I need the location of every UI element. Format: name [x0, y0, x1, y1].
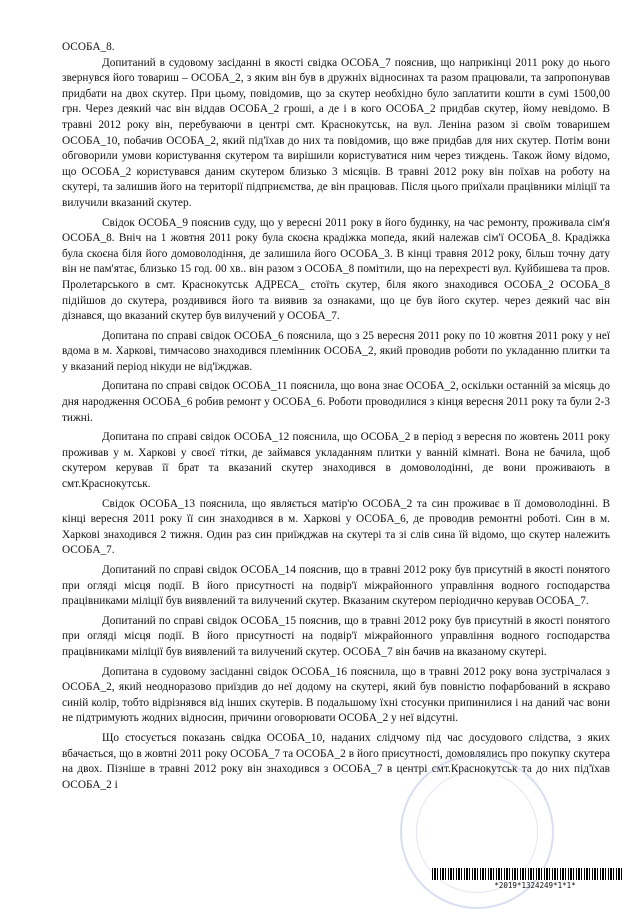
paragraph-3: Допитана по справі свідок ОСОБА_6 пояснила, що з 25 вересня 2011 року по 10 жовтня 2011 року у неї вдома в м. Харкові, тимчасово знаходився племінник ОСОБА_2, який проводив роботи по укладанню плитки та у вказаний період нікуди не від'їжджав.: [62, 329, 610, 373]
document-body: [62, 40, 610, 793]
barcode-number: *2019*1324249*1*1*: [494, 881, 576, 890]
paragraph-4: Допитана по справі свідок ОСОБА_11 пояснила, що вона знає ОСОБА_2, оскільки останній за місяць до дня народження ОСОБА_6 робив ремонт у ОСОБА_6. Роботи проводилися з кінця вересня 2011 року та були 2-3 тижні.: [62, 380, 610, 424]
paragraph-7: Допитаний по справі свідок ОСОБА_14 пояснив, що в травні 2012 року був присутній в якості понятого при огляді місця події. В його присутності на подвір'ї міжрайонного управління водного господарства працівниками міліції був виявлений та вилучений скутер. Вказаним скутером періодично керував ОСОБА_7.: [62, 564, 610, 608]
paragraph-0: ОСОБА_8.: [62, 41, 115, 53]
barcode: [432, 868, 622, 880]
paragraph-10: Що стосується показань свідка ОСОБА_10, наданих слідчому під час досудового слідства, з яких вбачається, що в жовтні 2011 року ОСОБА_7 та ОСОБА_2 в його присутності, домовлялись про покупку скутера на двох. Пізніше в травні 2012 року він знаходився з ОСОБА_7 в центрі смт.Краснокутськ та до них під'їхав ОСОБА_2 і: [62, 731, 610, 791]
paragraph-5: Допитана по справі свідок ОСОБА_12 пояснила, що ОСОБА_2 в період з вересня по жовтень 2011 року проживав у м. Харкові у своєї тітки, де займався укладанням плитки у ванній кімнаті. Вона не бачила, щоб скутером керував її брат та вказаний скутер знаходився в домоволодінні, де вони проживають в смт.Краснокутськ.: [62, 431, 610, 491]
paragraph-9: Допитана в судовому засіданні свідок ОСОБА_16 пояснила, що в травні 2012 року вона зустрічалася з ОСОБА_2, який неодноразово приїздив до неї додому на скутері, який був повністю пофарбований в яскраво синій колір, тобто відрізнявся від інших скутерів. В подальшому їхні стосунки припинилися і на даний час вони не підтримують жодних відносин, причини оговорювати ОСОБА_2 у неї відсутні.: [62, 665, 610, 725]
paragraph-1: Допитаний в судовому засіданні в якості свідка ОСОБА_7 пояснив, що наприкінці 2011 року до нього звернувся його товариш – ОСОБА_2, з яким він був в дружніх відносинах та разом працювали, та запропонував придбати на двох скутер. При цьому, повідомив, що за скутер необхідно було заплатити кошти в сумі 1500,00 грн. Через деякий час він віддав ОСОБА_2 гроші, а де і в кого ОСОБА_2 придбав скутер, йому невідомо. В травні 2012 року він, перебуваючи в центрі смт. Краснокутськ, на вул. Леніна разом зі своїм товаришем ОСОБА_10, побачив ОСОБА_2, який під'їхав до них та повідомив, що вже придбав для них скутер. Потім вони обговорили умови користування скутером та вирішили користуватися ним через тиждень. Також йому відомо, що ОСОБА_2 користувався даним скутером близько 3 місяців. В травні 2012 року він поїхав на роботу на скутері, та залишив його на території підприємства, де він працював. Після цього приїхали працівники міліції та вилучили вказаний скутер.: [62, 56, 610, 209]
paragraph-2: Свідок ОСОБА_9 пояснив суду, що у вересні 2011 року в його будинку, на час ремонту, проживала сім'я ОСОБА_8. Вніч на 1 жовтня 2011 року була скоєна крадіжка мопеда, який належав сім'ї ОСОБА_8. Крадіжка була скоєна біля його домоволодіння, де залишила його ОСОБА_3. В кінці травня 2012 року, більш точну дату він не пам'ятає, близько 15 год. 00 хв.. він разом з ОСОБА_8 помітили, що на перехресті вул. Куйбишева та пров. Пролетарського в смт. Краснокутськ АДРЕСА_ стоїть скутер, біля якого знаходився ОСОБА_2 ОСОБА_8 підійшов до скутера, роздивився його та виявив за ознаками, що це був його скутер. через деякий час він дізнався, що вказаний скутер був вилучений у ОСОБА_7.: [62, 216, 610, 323]
paragraph-8: Допитаний по справі свідок ОСОБА_15 пояснив, що в травні 2012 року був присутній в якості понятого при огляді місця події. В його присутності на подвір'ї міжрайонного управління водного господарства працівниками міліції був виявлений та вилучений скутер. ОСОБА_7 він бачив на вказаному скутері.: [62, 614, 610, 658]
paragraph-6: Свідок ОСОБА_13 пояснила, що являється матір'ю ОСОБА_2 та син проживає в її домоволодінні. В кінці вересня 2011 року її син знаходився в м. Харкові у ОСОБА_6, де проводив ремонтні роботі. Син в м. Харкові знаходився 2 тижня. Один раз син приїжджав на скутері та зі слів сина їй відомо, що скутер належить ОСОБА_7.: [62, 497, 610, 557]
